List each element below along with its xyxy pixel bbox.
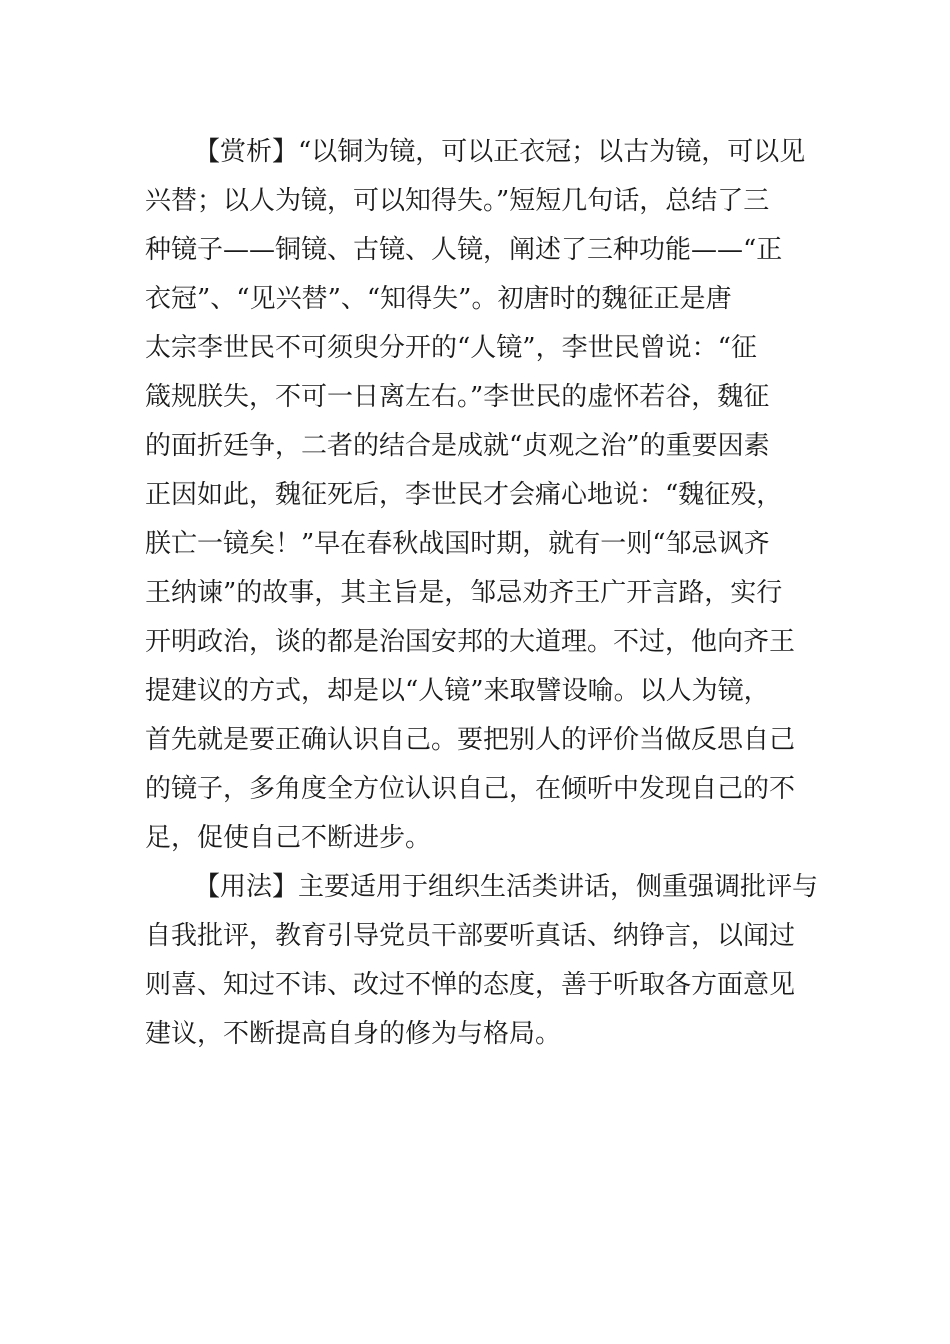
text-line: 王纳谏”的故事，其主旨是，邹忌劝齐王广开言路，实行 [145,578,783,608]
text-line: 衣冠”、“见兴替”、“知得失”。初唐时的魏征正是唐 [145,284,732,314]
text-line: 的面折廷争，二者的结合是成就“贞观之治”的重要因素 [145,431,770,461]
text-line: 建议，不断提高自身的修为与格局。 [145,1019,562,1049]
text-line: 【用法】主要适用于组织生活类讲话，侧重强调批评与 [194,872,819,902]
text-line: 的镜子，多角度全方位认识自己，在倾听中发现自己的不 [145,774,796,804]
text-line: 足，促使自己不断进步。 [145,823,432,853]
paragraph-appreciation [145,128,807,863]
text-line: 开明政治，谈的都是治国安邦的大道理。不过，他向齐王 [145,627,796,657]
text-line: 首先就是要正确认识自己。要把别人的评价当做反思自己 [145,725,796,755]
document-body [145,128,819,1059]
paragraph-usage [145,863,819,1059]
text-line: 自我批评，教育引导党员干部要听真话、纳铮言，以闻过 [145,921,796,951]
text-line: 则喜、知过不讳、改过不惮的态度，善于听取各方面意见 [145,970,796,1000]
text-line: 朕亡一镜矣！”早在春秋战国时期，就有一则“邹忌讽齐 [145,529,770,559]
text-line: 兴替；以人为镜，可以知得失。”短短几句话，总结了三 [145,186,770,216]
text-line: 【赏析】“以铜为镜，可以正衣冠；以古为镜，可以见 [194,137,806,167]
text-line: 提建议的方式，却是以“人镜”来取譬设喻。以人为镜， [145,676,770,706]
text-line: 正因如此，魏征死后，李世民才会痛心地说：“魏征殁， [145,480,783,510]
text-line: 太宗李世民不可须臾分开的“人镜”，李世民曾说：“征 [145,333,757,363]
text-line: 种镜子——铜镜、古镜、人镜，阐述了三种功能——“正 [145,235,783,265]
text-line: 箴规朕失，不可一日离左右。”李世民的虚怀若谷，魏征 [145,382,770,412]
